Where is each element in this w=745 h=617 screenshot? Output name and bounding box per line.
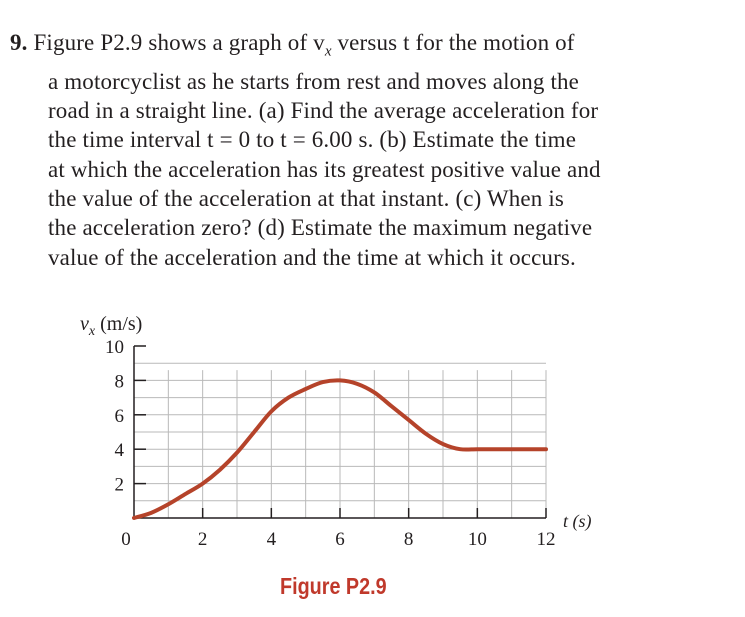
y-tick-label: 10 (105, 337, 124, 358)
y-tick-label: 6 (114, 405, 124, 427)
x-tick-label: 8 (403, 529, 414, 550)
y-axis-label: $v_x$ (m/s) (80, 313, 143, 339)
problem-text (10, 28, 700, 272)
problem-line-6: the value of the acceleration at that instant. (c) When is (48, 186, 564, 212)
x-tick-label: 12 (536, 529, 556, 550)
problem-line-8: value of the acceleration and the time at which it occurs. (48, 244, 576, 270)
problem-line-1: 9. Figure P2.9 shows a graph of $v_x$ versus t for the motion of (10, 30, 575, 60)
x-tick-label: 10 (467, 529, 487, 550)
y-tick-label: 2 (114, 474, 124, 496)
figure-caption: Figure P2.9 (280, 573, 387, 599)
y-tick-label: 8 (114, 371, 124, 393)
velocity-curve (134, 380, 546, 518)
problem-line-5: at which the acceleration has its greatest positive value and (48, 156, 601, 182)
tick-labels (105, 337, 556, 550)
grid (134, 363, 546, 518)
problem-line-7: the acceleration zero? (d) Estimate the maximum negative (48, 215, 593, 241)
problem-line-2: a motorcyclist as he starts from rest and moves along the (48, 68, 580, 94)
problem-number: 9. (10, 30, 28, 55)
problem-line-3: road in a straight line. (a) Find the average acceleration for (48, 98, 599, 124)
x-tick-label: 6 (335, 529, 345, 550)
axes (134, 346, 546, 518)
x-tick-label: 0 (121, 529, 131, 550)
y-tick-label: 4 (114, 440, 124, 462)
x-tick-label: 2 (197, 529, 208, 550)
x-tick-label: 4 (266, 529, 277, 550)
x-axis-label: t (s) (563, 511, 592, 531)
problem-line-4: the time interval t = 0 to t = 6.00 s. (b) Estimate the time (48, 127, 577, 153)
